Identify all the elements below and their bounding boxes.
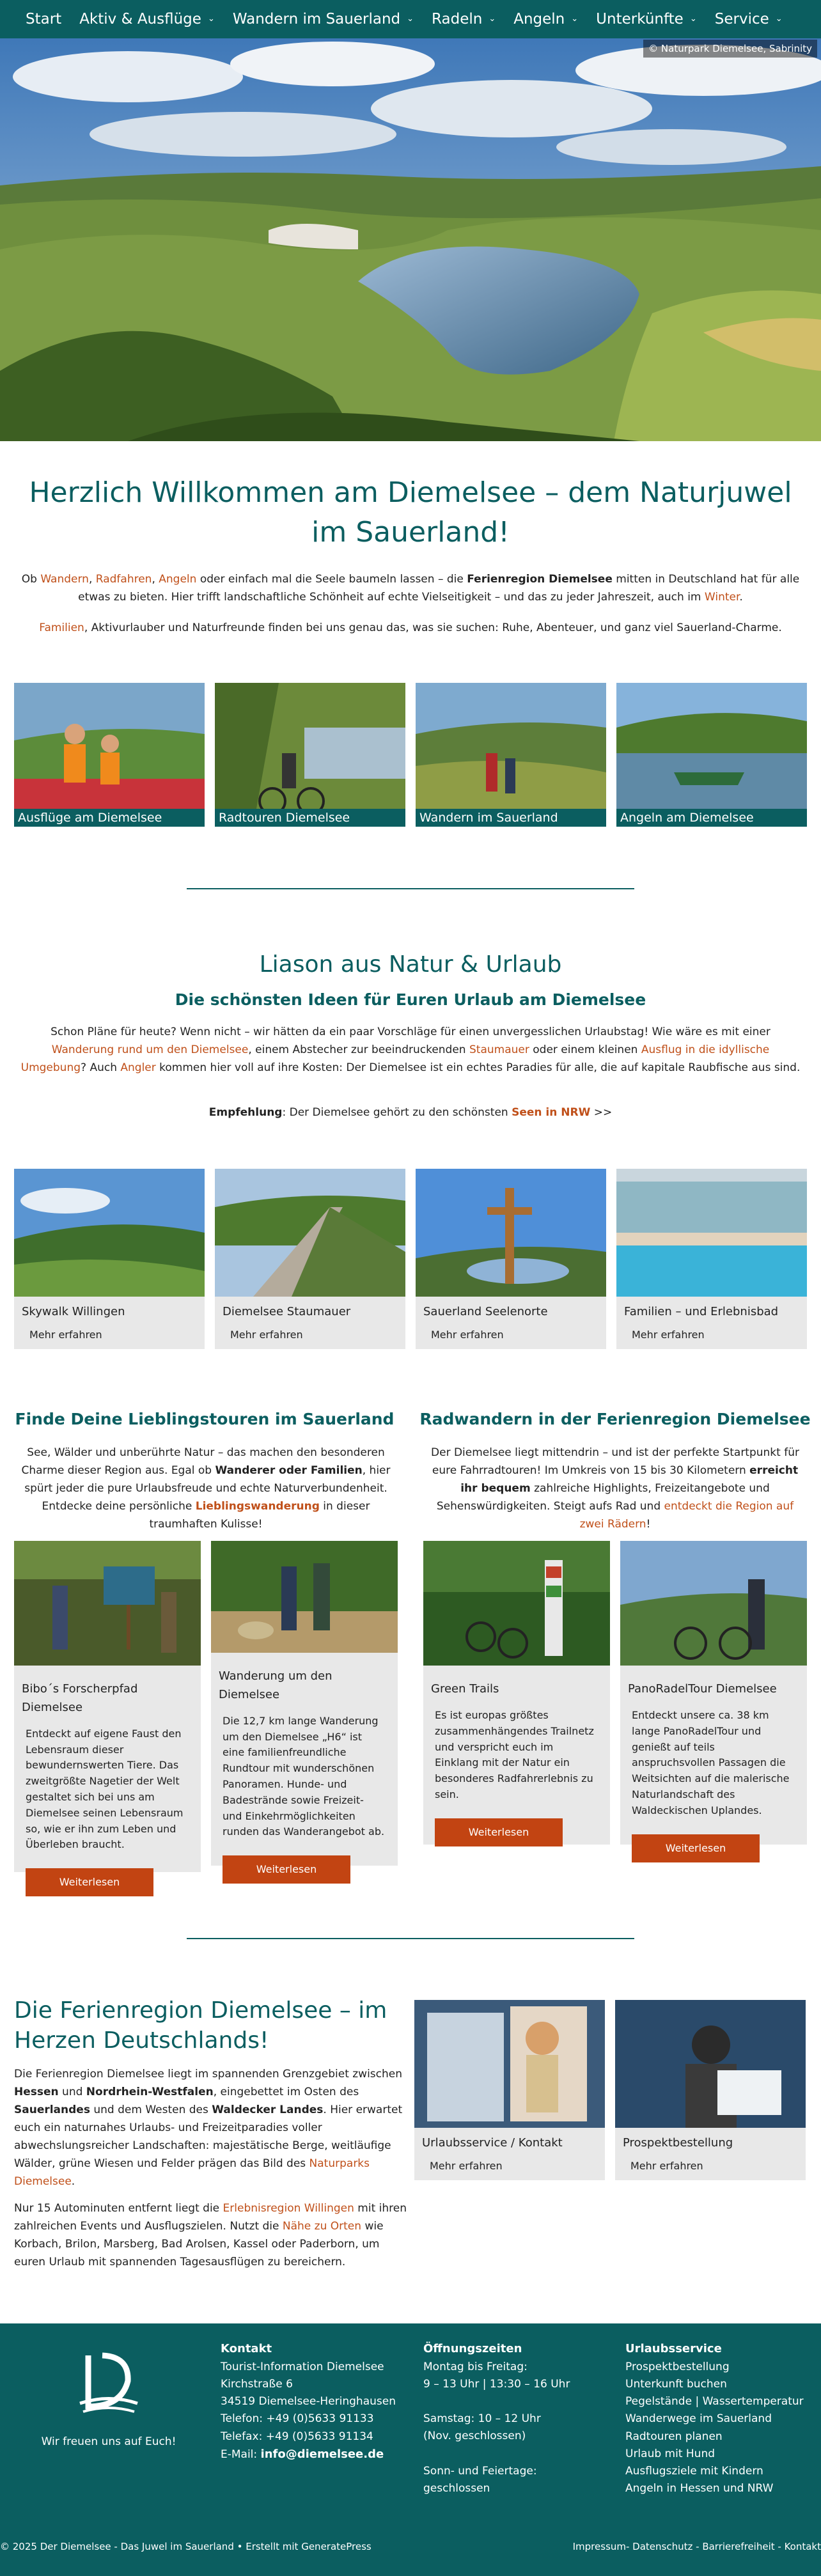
footer-link[interactable]: Prospektbestellung [625,2360,730,2373]
text: Die Ferienregion Diemelsee liegt im spannenden Grenzgebiet zwischen [14,2068,403,2080]
nav-label: Aktiv & Ausflüge [79,10,201,27]
text: oder einem kleinen [529,1043,641,1057]
spacer [423,2446,590,2463]
link-wandern[interactable]: Wandern [40,573,89,586]
text: : Der Diemelsee gehört zu den schönsten [282,1106,512,1119]
link-region-raedern[interactable]: entdeckt die Region auf zwei Rädern [579,1500,794,1531]
footer-heading: Urlaubsservice [625,2342,722,2355]
nav-angeln[interactable] [513,8,578,31]
nav-unterkuenfte[interactable] [596,8,697,31]
card-photo [620,1541,807,1666]
text: Schon Pläne für heute? Wenn nicht – wir hätten da ein paar Vorschläge für einen unvergesslichen Urlaubstag! Wie wäre es mit einer [51,1026,770,1038]
text: , [152,573,159,586]
card-photo [616,1169,807,1297]
card-photo [14,1541,201,1666]
hours-line: (Nov. geschlossen) [423,2430,526,2443]
card-photo [423,1541,610,1666]
chevron-down-icon: ⌄ [571,13,579,24]
card-text: Entdeckt auf eigene Faust den Lebensraum dieser bewundernswerten Tiere. Das zweitgrößte Nagetier der Welt gestaltet sich bei uns am Diemelsee seinen Lebensraum so, wie er ihn zum Leben und Überleben braucht. [26,1727,184,1851]
footer-link[interactable]: Angeln in Hessen und NRW [625,2482,774,2495]
strong-text: Hessen [14,2086,59,2099]
text: , einem Abstecher zur beeindruckenden [248,1043,469,1057]
welcome-section [26,473,795,552]
nav-start[interactable] [26,8,61,31]
rad-card [620,1541,807,1854]
link-staumauer[interactable]: Staumauer [469,1043,529,1057]
more-link[interactable]: Mehr erfahren [431,1328,504,1341]
nav-aktiv[interactable] [79,8,215,31]
card-title: Prospektbestellung [623,2136,733,2150]
region-paragraph-2 [14,2199,410,2271]
card-title: Skywalk Willingen [22,1305,125,1318]
link-naehe-orte[interactable]: Nähe zu Orten [282,2220,362,2233]
email-link[interactable]: info@diemelsee.de [260,2447,384,2461]
nav-label: Wandern im Sauerland [232,10,401,27]
footer-heading: Öffnungszeiten [423,2342,522,2355]
address-line: Kirchstraße 6 [221,2377,293,2391]
strong-text: Empfehlung [208,1106,283,1119]
footer-link[interactable]: Pegelstände | Wassertemperatur [625,2395,804,2408]
footer-oeffnungszeiten [423,2340,590,2497]
tile-label: Ausflüge am Diemelsee [14,809,205,827]
tile-label: Wandern im Sauerland [416,809,606,827]
link-wanderung[interactable]: Wanderung rund um den Diemelsee [51,1043,249,1057]
text: ? Auch [81,1061,121,1075]
tour-card [211,1541,398,1876]
region-paragraph-1 [14,2065,410,2190]
welcome-paragraph-2 [14,619,807,637]
liason-subtitle: Die schönsten Ideen für Euren Urlaub am Diemelsee [175,990,646,1009]
photo-cyclists-lake [215,683,405,827]
service-card[interactable] [414,2000,605,2180]
text: in dieser traumhaften Kulisse! [149,1500,370,1531]
chevron-down-icon: ⌄ [489,13,496,24]
strong-text: Waldecker Landes [212,2104,324,2117]
more-link[interactable]: Mehr erfahren [29,1328,102,1341]
hours-line: Samstag: 10 – 12 Uhr [423,2412,541,2426]
card-title: Familien – und Erlebnisbad [624,1305,779,1318]
card-title: Wanderung um den Diemelsee [219,1669,332,1701]
text: oder einfach mal die Seele baumeln lassen – die [196,573,467,586]
text: , Aktivurlauber und Naturfreunde finden bei uns genau das, was sie suchen: Ruhe, Abenteuer, und ganz viel Sauerland-Charme. [84,621,782,634]
link-seen-nrw[interactable]: Seen in NRW [512,1106,591,1119]
card-text: Die 12,7 km lange Wanderung um den Diemelsee „H6“ ist eine familienfreundliche Rundtour mit wunderschönen Panoramen. Hunde- und Badestrände sowie Freizeit- und Einkehrmöglichkeiten runden das Wanderangebot ab. [223,1714,385,1838]
region-title: Die Ferienregion Diemelsee – im Herzen Deutschlands! [14,1997,387,2054]
card-text: Entdeckt unsere ca. 38 km lange PanoRadelTour und genießt auf teils anspruchsvollen Passagen die Weitsichten auf die malerische Naturlandschaft des Waldeckischen Uplandes. [632,1708,790,1816]
strong-text: Sauerlandes [14,2104,90,2117]
footer-link[interactable]: Ausflugsziele mit Kindern [625,2464,763,2478]
text: Der Diemelsee liegt mittendrin – und ist der perfekte Startpunkt für eure Fahrradtouren! Im Umkreis von 15 bis 30 Kilometern [431,1446,799,1478]
photo-hikers-meadow [416,683,606,827]
link-naturpark[interactable]: Naturparks Diemelsee [14,2157,370,2189]
welcome-paragraph-1 [14,570,807,606]
link-angler[interactable]: Angler [120,1061,156,1075]
logo-tagline: Wir freuen uns auf Euch! [41,2435,176,2448]
footer [0,2323,821,2511]
text: wie Korbach, Brilon, Marsberg, Bad Arolsen, Kassel oder Paderborn, um euren Urlaub mit spannenden Tagesausflügen zu bereichern. [14,2220,384,2269]
card-title: PanoRadelTour Diemelsee [628,1682,777,1696]
text: See, Wälder und unberührte Natur – das machen den besonderen Charme dieser Region aus. Egal ob [21,1446,385,1478]
link-winter[interactable]: Winter [704,591,740,604]
card-photo [215,1169,405,1297]
email-label: E-Mail: [221,2447,261,2461]
nav-wandern[interactable] [233,8,414,31]
more-link[interactable]: Mehr erfahren [630,2159,703,2172]
card-title: Urlaubsservice / Kontakt [422,2136,563,2150]
link-radfahren[interactable]: Radfahren [95,573,152,586]
page-title: Herzlich Willkommen am Diemelsee – dem Naturjuwel im Sauerland! [29,476,792,549]
hours-line: geschlossen [423,2481,490,2495]
text: kommen hier voll auf ihre Kosten: Der Diemelsee ist ein echtes Paradies für alle, die auf kapitale Raubfische aus sind. [155,1061,801,1075]
radwandern-paragraph [423,1444,807,1533]
nav-label: Start [26,10,62,27]
rad-card [423,1541,610,1845]
read-more-button[interactable]: Weiterlesen [26,1868,153,1896]
spacer [423,2393,590,2410]
tour-card [14,1541,201,1889]
footer-link[interactable]: Unterkunft buchen [625,2377,727,2391]
address-line: Tourist-Information Diemelsee [221,2360,384,2373]
text: , [88,573,96,586]
address-line: 34519 Diemelsee-Heringhausen [221,2395,396,2408]
chevron-down-icon: ⌄ [775,13,783,24]
read-more-button[interactable]: Weiterlesen [435,1818,563,1846]
tile-radtouren[interactable] [215,683,405,827]
text: , eingebettet im Osten des [213,2086,359,2099]
hero-image [0,38,821,441]
chevron-down-icon: ⌄ [407,13,414,24]
footer-heading: Kontakt [221,2342,272,2355]
diemelsee-logo [77,2349,141,2419]
phone[interactable]: Telefon: +49 (0)5633 91133 [221,2412,374,2426]
chevron-down-icon: ⌄ [689,13,697,24]
card-photo [416,1169,606,1297]
photo-credit: © Naturpark Diemelsee, Sabrinity [643,40,817,58]
link-willingen[interactable]: Erlebnisregion Willingen [223,2202,354,2215]
recommendation [0,1104,821,1121]
tile-label: Angeln am Diemelsee [616,809,807,827]
more-link[interactable]: Mehr erfahren [632,1328,705,1341]
hours-line: Sonn- und Feiertage: [423,2464,537,2478]
link-familien[interactable]: Familien [39,621,84,634]
card-title: Diemelsee Staumauer [223,1305,351,1318]
text: und [58,2086,86,2099]
hours-line: 9 – 13 Uhr | 13:30 – 16 Uhr [423,2377,570,2391]
card-title: Sauerland Seelenorte [423,1305,548,1318]
link-lieblingswanderung[interactable]: Lieblingswanderung [195,1500,320,1513]
tile-angeln[interactable] [616,683,807,827]
text: mitten in Deutschland hat für alle etwas zu bieten. Hier trifft landschaftliche Schönheit auf echte Vielseitigkeit – und das zu jeder Jahreszeit, auch im [78,573,800,604]
footer-urlaubsservice [625,2340,811,2497]
idea-card[interactable] [14,1169,205,1349]
tile-label: Radtouren Diemelsee [215,809,405,827]
footer-kontakt [221,2340,412,2464]
text: Ob [21,573,41,586]
liason-title: Liason aus Natur & Urlaub [259,951,562,978]
hours-line: Montag bis Freitag: [423,2360,528,2373]
text: , hier spürt jeder die pure Urlaubsfreude und echte Naturverbundenheit. Entdecke deine persönliche [24,1464,391,1513]
liason-paragraph [19,1023,802,1077]
nav-label: Unterkünfte [596,10,684,27]
card-text: Es ist europas größtes zusammenhängendes Trailnetz und verspricht euch im Einklang mit der Natur ein besonderes Radfahrerlebnis zu sein. [435,1708,594,1800]
card-photo [211,1541,398,1653]
divider [187,1938,634,1939]
nav-service[interactable] [715,8,783,31]
nav-radeln[interactable] [432,8,496,31]
idea-card[interactable] [616,1169,807,1349]
card-photo [14,1169,205,1297]
read-more-button[interactable]: Weiterlesen [632,1834,760,1862]
card-photo [414,2000,605,2128]
link-angeln[interactable]: Angeln [159,573,197,586]
footer-link[interactable]: Urlaub mit Hund [625,2447,715,2460]
tile-ausfluege[interactable] [14,683,205,827]
strong-text: erreicht ihr bequem [460,1464,799,1495]
read-more-button[interactable]: Weiterlesen [223,1855,350,1884]
more-link[interactable]: Mehr erfahren [230,1328,303,1341]
nav-label: Angeln [513,10,565,27]
text: zahlreiche Highlights, Freizeitangebote und Sehenswürdigkeiten. Steigt aufs Rad und [436,1482,770,1513]
text: . Hier erwartet euch ein naturnahes Urlaubs- und Freizeitparadies voller abwechslungsreicher Landschaften: majestätische Berge, weitläufige Wälder, grüne Wiesen und Felder prägen das Bild des [14,2104,403,2171]
divider [187,888,634,889]
footer-link[interactable]: Wanderwege im Sauerland [625,2412,772,2426]
text: und dem Westen des [90,2104,212,2117]
service-card[interactable] [615,2000,806,2180]
idea-card[interactable] [215,1169,405,1349]
radwandern-title: Radwandern in der Ferienregion Diemelsee [419,1410,811,1428]
legal-links[interactable]: Impressum- Datenschutz - Barrierefreiheit - Kontakt [572,2541,821,2552]
text: Nur 15 Autominuten entfernt liegt die [14,2202,223,2215]
text: mit ihren zahlreichen Events und Ausflugszielen. Nutzt die [14,2202,407,2233]
tile-wandern[interactable] [416,683,606,827]
photo-kids-boat [14,683,205,827]
more-link[interactable]: Mehr erfahren [430,2159,503,2172]
touren-paragraph [14,1444,398,1533]
strong-text: Nordrhein-Westfalen [86,2086,214,2099]
strong-text: Ferienregion Diemelsee [467,573,613,586]
idea-card[interactable] [416,1169,606,1349]
photo-boat-lake [616,683,807,827]
bottom-bar [0,2511,821,2576]
text: ! [646,1518,651,1531]
text: . [739,591,743,604]
text: >> [590,1106,613,1119]
card-title: Bibo´s Forscherpfad Diemelsee [22,1682,138,1714]
nav-label: Service [714,10,769,27]
nav-label: Radeln [432,10,483,27]
chevron-down-icon: ⌄ [207,13,215,24]
card-title: Green Trails [431,1682,499,1696]
copyright: © 2025 Der Diemelsee - Das Juwel im Sauerland • Erstellt mit GeneratePress [0,2541,371,2552]
main-navigation [0,0,821,38]
touren-title: Finde Deine Lieblingstouren im Sauerland [15,1410,395,1428]
link-ausflug[interactable]: Ausflug in die idyllische Umgebung [20,1043,770,1075]
strong-text: Wanderer oder Familien [215,1464,363,1478]
footer-link[interactable]: Radtouren planen [625,2430,723,2443]
card-photo [615,2000,806,2128]
fax: Telefax: +49 (0)5633 91134 [221,2430,373,2443]
text: . [71,2175,75,2189]
